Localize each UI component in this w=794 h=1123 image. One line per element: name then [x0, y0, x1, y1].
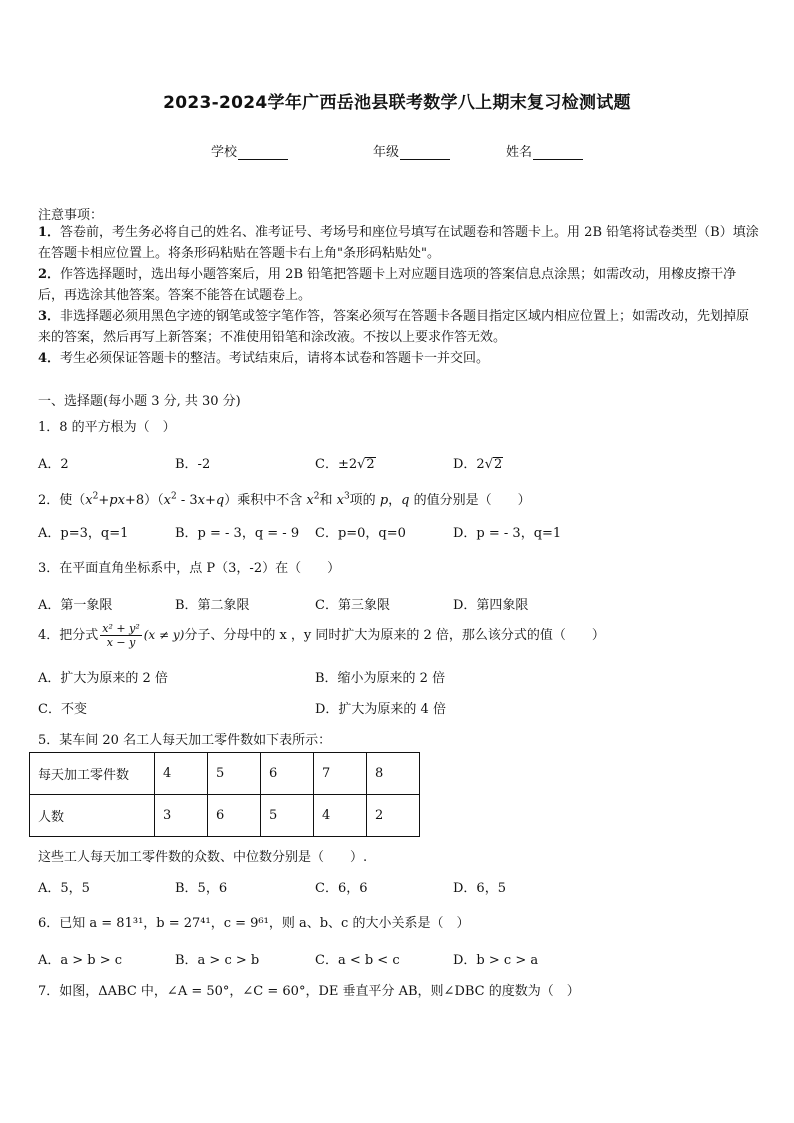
note-item	[38, 264, 760, 306]
school-label: 学校	[211, 145, 238, 160]
question-2-stem: 2．使$(x^2+px+8)(x^2 - 3x+q)$乘积中不含 $x^2$和 $x^3$项的 p，q 的值分别是（ ）	[38, 491, 531, 508]
sqrt-sign: √2	[484, 457, 503, 472]
q4-option-b: B．缩小为原来的 2 倍	[315, 671, 446, 686]
note-item	[38, 306, 760, 348]
stem-text: 4．把分式	[38, 628, 99, 643]
sqrt-sign: √2	[357, 457, 375, 472]
fraction	[100, 622, 141, 649]
table-cell: 5	[261, 795, 314, 837]
q3-option-b: B．第二象限	[175, 598, 250, 613]
note-text: 作答选择题时，选出每小题答案后，用 2B 铅笔把答题卡上对应题目选项的答案信息点涂黑；如需改动，用橡皮擦干净后，再选涂其他答案。答案不能答在试题卷上。	[38, 267, 737, 303]
q4-option-d: D．扩大为原来的 4 倍	[315, 702, 446, 717]
q5-option-d: D．6，5	[453, 881, 506, 896]
grade-blank	[400, 145, 450, 160]
table-row	[30, 753, 420, 795]
table-cell: 6	[261, 753, 314, 795]
stem-text: ）（	[144, 493, 164, 508]
question-5-follow-up: 这些工人每天加工零件数的众数、中位数分别是（ ）.	[38, 850, 368, 865]
q6-option-d: D．b > c > a	[453, 953, 539, 968]
question-5-stem: 5．某车间 20 名工人每天加工零件数如下表所示：	[38, 733, 332, 748]
fraction-numerator: x² + y²	[102, 622, 140, 635]
q5-option-b: B．5，6	[175, 881, 228, 896]
grade-field	[373, 141, 450, 160]
name-label: 姓名	[506, 145, 533, 160]
name-blank	[533, 145, 583, 160]
exam-title: 2023-2024学年广西岳池县联考数学八上期末复习检测试题	[163, 93, 631, 113]
section-heading: 一、选择题(每小题 3 分, 共 30 分)	[38, 394, 241, 409]
table-cell: 6	[208, 795, 261, 837]
fraction-denominator: x − y	[106, 636, 136, 649]
grade-label: 年级	[373, 145, 400, 160]
q4-option-c: C．不变	[38, 702, 87, 717]
q5-option-a: A．5，5	[38, 881, 90, 896]
notes-heading: 注意事项：	[38, 208, 104, 223]
table-cell: 8	[367, 753, 420, 795]
q2-option-a: A．p=3，q=1	[38, 526, 129, 541]
question-7-stem: 7．如图，ΔABC 中，∠A = 50°，∠C = 60°，DE 垂直平分 AB，则∠DBC 的度数为（ ）	[38, 984, 580, 999]
question-3-stem: 3．在平面直角坐标系中，点 P（3，-2）在（ ）	[38, 561, 341, 576]
name-field	[506, 141, 583, 160]
stem-text: ）乘积中不含	[224, 493, 303, 508]
table-cell: 4	[155, 753, 208, 795]
radicand: 2	[494, 457, 503, 472]
q1-option-d-label: D．2	[453, 457, 485, 472]
q6-option-c: C．a < b < c	[315, 953, 400, 968]
table-cell: 5	[208, 753, 261, 795]
q1-option-d	[453, 453, 503, 472]
note-text: 答卷前，考生务必将自己的姓名、准考证号、考场号和座位号填写在试题卷和答题卡上。用 2B 铅笔将试卷类型（B）填涂在答题卡相应位置上。将条形码粘贴在答题卡右上角"条形码粘贴处"。	[38, 225, 759, 261]
note-number: 1．	[38, 225, 61, 240]
school-field	[211, 141, 288, 160]
table-row-header: 人数	[30, 795, 155, 837]
q2-option-c: C．p=0，q=0	[315, 526, 406, 541]
question-1-stem: 1．8 的平方根为（ ）	[38, 420, 176, 435]
note-number: 4．	[38, 351, 61, 366]
note-text: 非选择题必须用黑色字迹的钢笔或签字笔作答，答案必须写在答题卡各题目指定区域内相应位置上；如需改动，先划掉原来的答案，然后再写上新答案；不准使用铅笔和涂改液。不按以上要求作答无效。	[38, 309, 750, 345]
q3-option-a: A．第一象限	[38, 598, 113, 613]
condition: (x ≠ y)	[143, 628, 185, 642]
data-table	[29, 752, 420, 837]
table-row	[30, 795, 420, 837]
q1-option-c	[315, 453, 376, 472]
q5-option-c: C．6，6	[315, 881, 368, 896]
school-blank	[238, 145, 288, 160]
note-text: 考生必须保证答题卡的整洁。考试结束后，请将本试卷和答题卡一并交回。	[60, 351, 490, 366]
stem-text: 2．使（	[38, 493, 86, 508]
q1-option-c-label: C．±2	[315, 457, 358, 472]
note-item	[38, 222, 760, 264]
stem-text: 和	[319, 493, 333, 508]
q3-option-c: C．第三象限	[315, 598, 390, 613]
table-cell: 7	[314, 753, 367, 795]
q6-option-a: A．a > b > c	[38, 953, 123, 968]
q3-option-d: D．第四象限	[453, 598, 529, 613]
q4-option-a: A．扩大为原来的 2 倍	[38, 671, 168, 686]
radicand: 2	[366, 457, 375, 472]
stem-text: 项的	[349, 493, 376, 508]
q2-option-d: D．p = - 3，q=1	[453, 526, 562, 541]
table-cell: 3	[155, 795, 208, 837]
note-number: 2．	[38, 267, 61, 282]
q2-option-b: B．p = - 3，q = - 9	[175, 526, 300, 541]
q1-option-a: A．2	[38, 457, 69, 472]
table-cell: 2	[367, 795, 420, 837]
note-item	[38, 348, 760, 369]
table-cell: 4	[314, 795, 367, 837]
q1-option-b: B．-2	[175, 457, 211, 472]
question-6-stem: 6．已知 a = 81³¹，b = 27⁴¹，c = 9⁶¹，则 a、b、c 的大小关系是（ ）	[38, 916, 470, 931]
stem-text: 分子、分母中的 x ，y 同时扩大为原来的 2 倍，那么该分式的值（ ）	[184, 628, 605, 643]
stem-text: 的值分别是（ ）	[413, 493, 531, 508]
table-row-header: 每天加工零件数	[30, 753, 155, 795]
q6-option-b: B．a > c > b	[175, 953, 260, 968]
note-number: 3．	[38, 309, 61, 324]
question-4-stem	[38, 622, 605, 649]
